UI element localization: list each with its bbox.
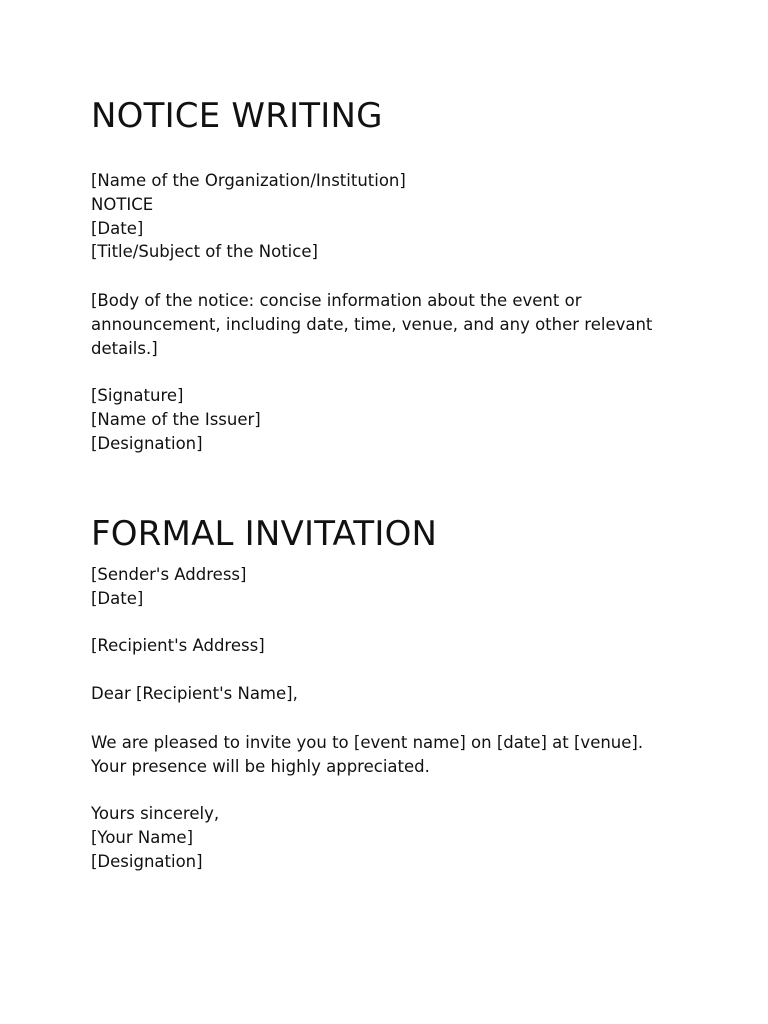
invitation-closing-block: [91, 802, 219, 873]
notice-body-text: [Body of the notice: concise information about the event or announcement, including date, time, venue, and any other relevant details.]: [91, 291, 653, 358]
sender-address-placeholder: [Sender's Address]: [91, 565, 247, 584]
notice-section-title: NOTICE WRITING: [91, 96, 383, 136]
notice-label: NOTICE: [91, 194, 154, 214]
issuer-name-placeholder: [Name of the Issuer]: [91, 409, 261, 429]
notice-subject-placeholder: [Title/Subject of the Notice]: [91, 242, 318, 262]
signature-placeholder: [Signature]: [91, 386, 184, 405]
notice-header-block: [91, 169, 406, 264]
sender-block: [91, 563, 246, 611]
date-placeholder: [Date]: [91, 218, 144, 238]
organization-name-placeholder: [Name of the Organization/Institution]: [91, 171, 406, 190]
recipient-address-placeholder: [Recipient's Address]: [91, 636, 265, 655]
notice-signature-block: [91, 384, 261, 455]
closing-phrase: Yours sincerely,: [91, 804, 220, 823]
your-name-placeholder: [Your Name]: [91, 827, 194, 847]
invitation-section-title: FORMAL INVITATION: [91, 514, 438, 554]
invitation-designation-placeholder: [Designation]: [91, 851, 203, 871]
salutation: Dear [Recipient's Name],: [91, 684, 298, 703]
invitation-date-placeholder: [Date]: [91, 588, 144, 608]
designation-placeholder: [Designation]: [91, 433, 203, 453]
invitation-body-text: We are pleased to invite you to [event name] on [date] at [venue]. Your presence will be highly appreciated.: [91, 733, 644, 776]
